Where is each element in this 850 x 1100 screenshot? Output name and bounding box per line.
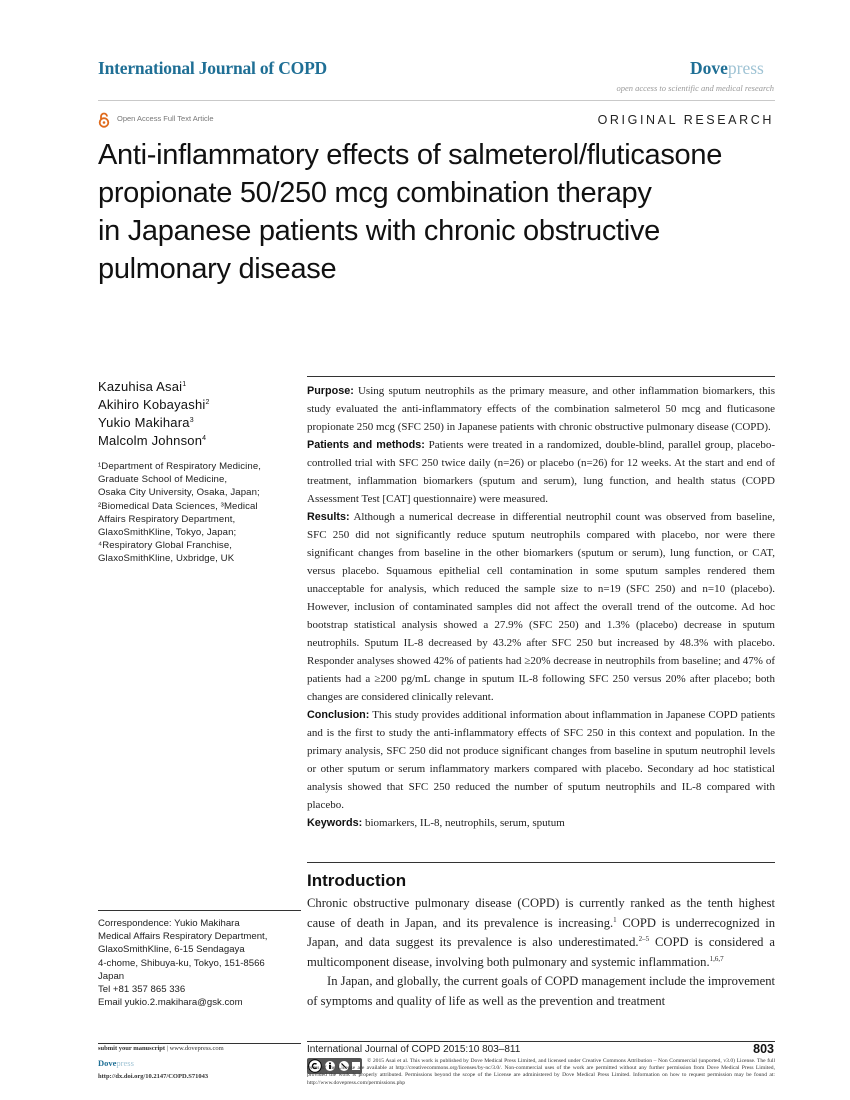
- correspondence-rule: [98, 910, 301, 911]
- open-access-lock-icon: [97, 112, 111, 128]
- abstract-top-rule: [307, 376, 775, 377]
- author-affiliation-mark: 4: [202, 435, 207, 442]
- affiliation-line: GlaxoSmithKline, Tokyo, Japan;: [98, 527, 237, 539]
- abstract-methods: [307, 436, 775, 508]
- abstract: [307, 382, 775, 832]
- author: [98, 378, 298, 396]
- introduction-paragraph: In Japan, and globally, the current goals of COPD management include the improvement of symptoms and quality of life as well as the prevention and treatment: [307, 974, 775, 1008]
- footer-logo-dove: Dove: [98, 1058, 117, 1068]
- author-name: Kazuhisa Asai: [98, 379, 183, 394]
- submit-manuscript-label: submit your manuscript: [98, 1045, 166, 1052]
- author-affiliation-mark: 2: [205, 399, 210, 406]
- correspondence-email[interactable]: Email yukio.2.makihara@gsk.com: [98, 997, 243, 1009]
- article-type-label: ORIGINAL RESEARCH: [597, 113, 774, 127]
- introduction-heading: Introduction: [307, 871, 407, 890]
- title-line: propionate 50/250 mcg combination therapy: [98, 177, 652, 209]
- introduction-text: COPD is considered a multicomponent disease, involving both pulmonary and systemic inflammation.: [307, 935, 775, 969]
- affiliation-line: ¹Department of Respiratory Medicine,: [98, 461, 262, 472]
- author-affiliation-mark: 3: [189, 417, 194, 424]
- abstract-heading: Conclusion:: [307, 709, 370, 721]
- abstract-text: Patients were treated in a randomized, double-blind, parallel group, placebo-controlled trial with SFC 250 twice daily (n=26) or placebo (n=26) for 12 weeks. At the start and end of treatment, inflammation biomarkers (sputum and serum), lung function, and health status (COPD Assessment Test [CAT] questionnaire) were measured.: [307, 439, 775, 505]
- title-line: Anti-inflammatory effects of salmeterol/fluticasone: [98, 139, 723, 171]
- reference-mark: 1,6,7: [709, 954, 724, 963]
- publisher-logo-press: press: [727, 58, 764, 78]
- publisher-tagline: open access to scientific and medical research: [616, 83, 774, 93]
- abstract-keywords: [307, 814, 775, 832]
- author: [98, 414, 298, 432]
- introduction-body: [307, 894, 775, 1012]
- abstract-text: This study provides additional information about inflammation in Japanese COPD patients and is the first to study the anti-inflammatory effects of SFC 250 in this context and population. In the primary analysis, SFC 250 did not produce significant changes from baseline in sputum neutrophil levels or other sputum or serum inflammatory markers compared with placebo. Secondary ad hoc statistical analysis showed that SFC 250 reduced the number of sputum neutrophils and IL-8 compared with placebo.: [307, 709, 775, 811]
- doi-text: http://dx.doi.org/10.2147/COPD.S71043: [98, 1073, 209, 1080]
- correspondence-line: Tel +81 357 865 336: [98, 984, 186, 996]
- introduction-text: Chronic obstructive pulmonary disease (COPD) is currently ranked as the tenth highest cause of death in Japan, and its prevalence is increasing.: [307, 896, 775, 930]
- correspondence-line: Correspondence: Yukio Makihara: [98, 918, 240, 929]
- introduction-paragraph: [307, 894, 775, 972]
- submit-manuscript-url: | www.dovepress.com: [165, 1045, 224, 1052]
- abstract-text: Although a numerical decrease in differential neutrophil count was observed from baseline, SFC 250 did not significantly reduce sputum neutrophils compared with placebo, nor were there significant changes from baseline in the other biomarkers (sputum or serum), lung function, or CAT, versus placebo. Squamous epithelial cell contamination in some sputum samples rendered them unacceptable for analysis, which reduced the sample size to n=19 (SFC 250) and n=10 (placebo). However, inclusion of contaminated samples did not affect the overall trend of the outcome. Ad hoc bootstrap statistical analysis showed a 27.9% (SFC 250) and 1.3% (placebo) decrease in sputum neutrophils. Sputum IL-8 decreased by 43.2% after SFC 250 but increased by 48.3% with placebo. Responder analyses showed 42% of patients had ≥20% decrease in neutrophils from baseline; and 47% of patients had a ≥200 pg/mL change in sputum IL-8 following SFC 250 versus 20% after placebo; both changes are considered clinically relevant.: [307, 511, 775, 703]
- abstract-conclusion: [307, 706, 775, 814]
- abstract-purpose: [307, 382, 775, 436]
- abstract-heading: Purpose:: [307, 385, 354, 397]
- author-affiliation-mark: 1: [182, 381, 187, 388]
- author-column: [98, 378, 298, 566]
- footer-citation: International Journal of COPD 2015:10 803–811: [307, 1044, 521, 1055]
- affiliations: [98, 460, 298, 566]
- publisher-logo-dove: Dove: [690, 58, 728, 78]
- abstract-heading: Results:: [307, 511, 350, 523]
- footer-right-rule: [307, 1041, 775, 1042]
- author-name: Malcolm Johnson: [98, 433, 203, 448]
- introduction-text: COPD is underrecognized in Japan, and data suggest its prevalence is also underestimated.: [307, 915, 775, 950]
- author: [98, 396, 298, 414]
- author: [98, 432, 298, 450]
- affiliation-line: GlaxoSmithKline, Uxbridge, UK: [98, 553, 235, 565]
- header-divider: [98, 100, 775, 101]
- author-name: Yukio Makihara: [98, 415, 190, 430]
- affiliation-line: Graduate School of Medicine,: [98, 474, 228, 486]
- doi-link[interactable]: [98, 1073, 208, 1080]
- correspondence-line: Japan: [98, 970, 125, 982]
- correspondence-line: 4-chome, Shibuya-ku, Tokyo, 151-8566: [98, 957, 265, 969]
- affiliation-line: ⁴Respiratory Global Franchise,: [98, 540, 233, 552]
- abstract-heading: Keywords:: [307, 817, 363, 829]
- footer-publisher-logo: [98, 1058, 134, 1068]
- author-name: Akihiro Kobayashi: [98, 397, 206, 412]
- abstract-results: [307, 508, 775, 706]
- reference-mark: 2–5: [638, 935, 650, 944]
- publisher-logo: [690, 58, 764, 79]
- correspondence: [98, 917, 303, 1009]
- open-access-label: Open Access Full Text Article: [117, 114, 214, 123]
- abstract-heading: Patients and methods:: [307, 439, 425, 451]
- footer-left-rule: [98, 1043, 301, 1044]
- abstract-text: Using sputum neutrophils as the primary measure, and other inflammation biomarkers, this study evaluated the anti-inflammatory effects of the combination salmeterol 50 mcg and fluticasone propionate 250 mcg (SFC 250) in Japanese patients with chronic obstructive pulmonary disease (COPD).: [307, 385, 775, 433]
- title-line: in Japanese patients with chronic obstructive: [98, 215, 660, 247]
- submit-manuscript-link[interactable]: [98, 1045, 224, 1052]
- affiliation-line: ²Biomedical Data Sciences, ³Medical: [98, 500, 258, 512]
- correspondence-line: Medical Affairs Respiratory Department,: [98, 931, 268, 943]
- article-title: [98, 136, 788, 288]
- correspondence-line: GlaxoSmithKline, 6-15 Sendagaya: [98, 944, 245, 956]
- license-text: © 2015 Asai et al. This work is published by Dove Medical Press Limited, and licensed under Creative Commons Attribution – Non Commercial (unported, v3.0) License. The full terms of the License are available at http://creativecommons.org/licenses/by-nc/3.0/. Non-commercial uses of the work are permitted without any further permission from Dove Medical Press Limited, provided the work is properly attributed. Permissions beyond the scope of the License are administered by Dove Medical Press Limited. Information on how to request permission may be found at: http://www.dovepress.com/permissions.php: [307, 1058, 775, 1086]
- affiliation-line: Affairs Respiratory Department,: [98, 513, 236, 525]
- abstract-bottom-rule: [307, 862, 775, 863]
- title-line: pulmonary disease: [98, 253, 337, 285]
- footer-logo-press: press: [116, 1058, 134, 1068]
- reference-mark: 1: [613, 915, 617, 924]
- affiliation-line: Osaka City University, Osaka, Japan;: [98, 487, 260, 499]
- abstract-text: biomarkers, IL-8, neutrophils, serum, sputum: [362, 817, 565, 829]
- page-number: 803: [753, 1042, 774, 1056]
- journal-name: International Journal of COPD: [98, 58, 327, 78]
